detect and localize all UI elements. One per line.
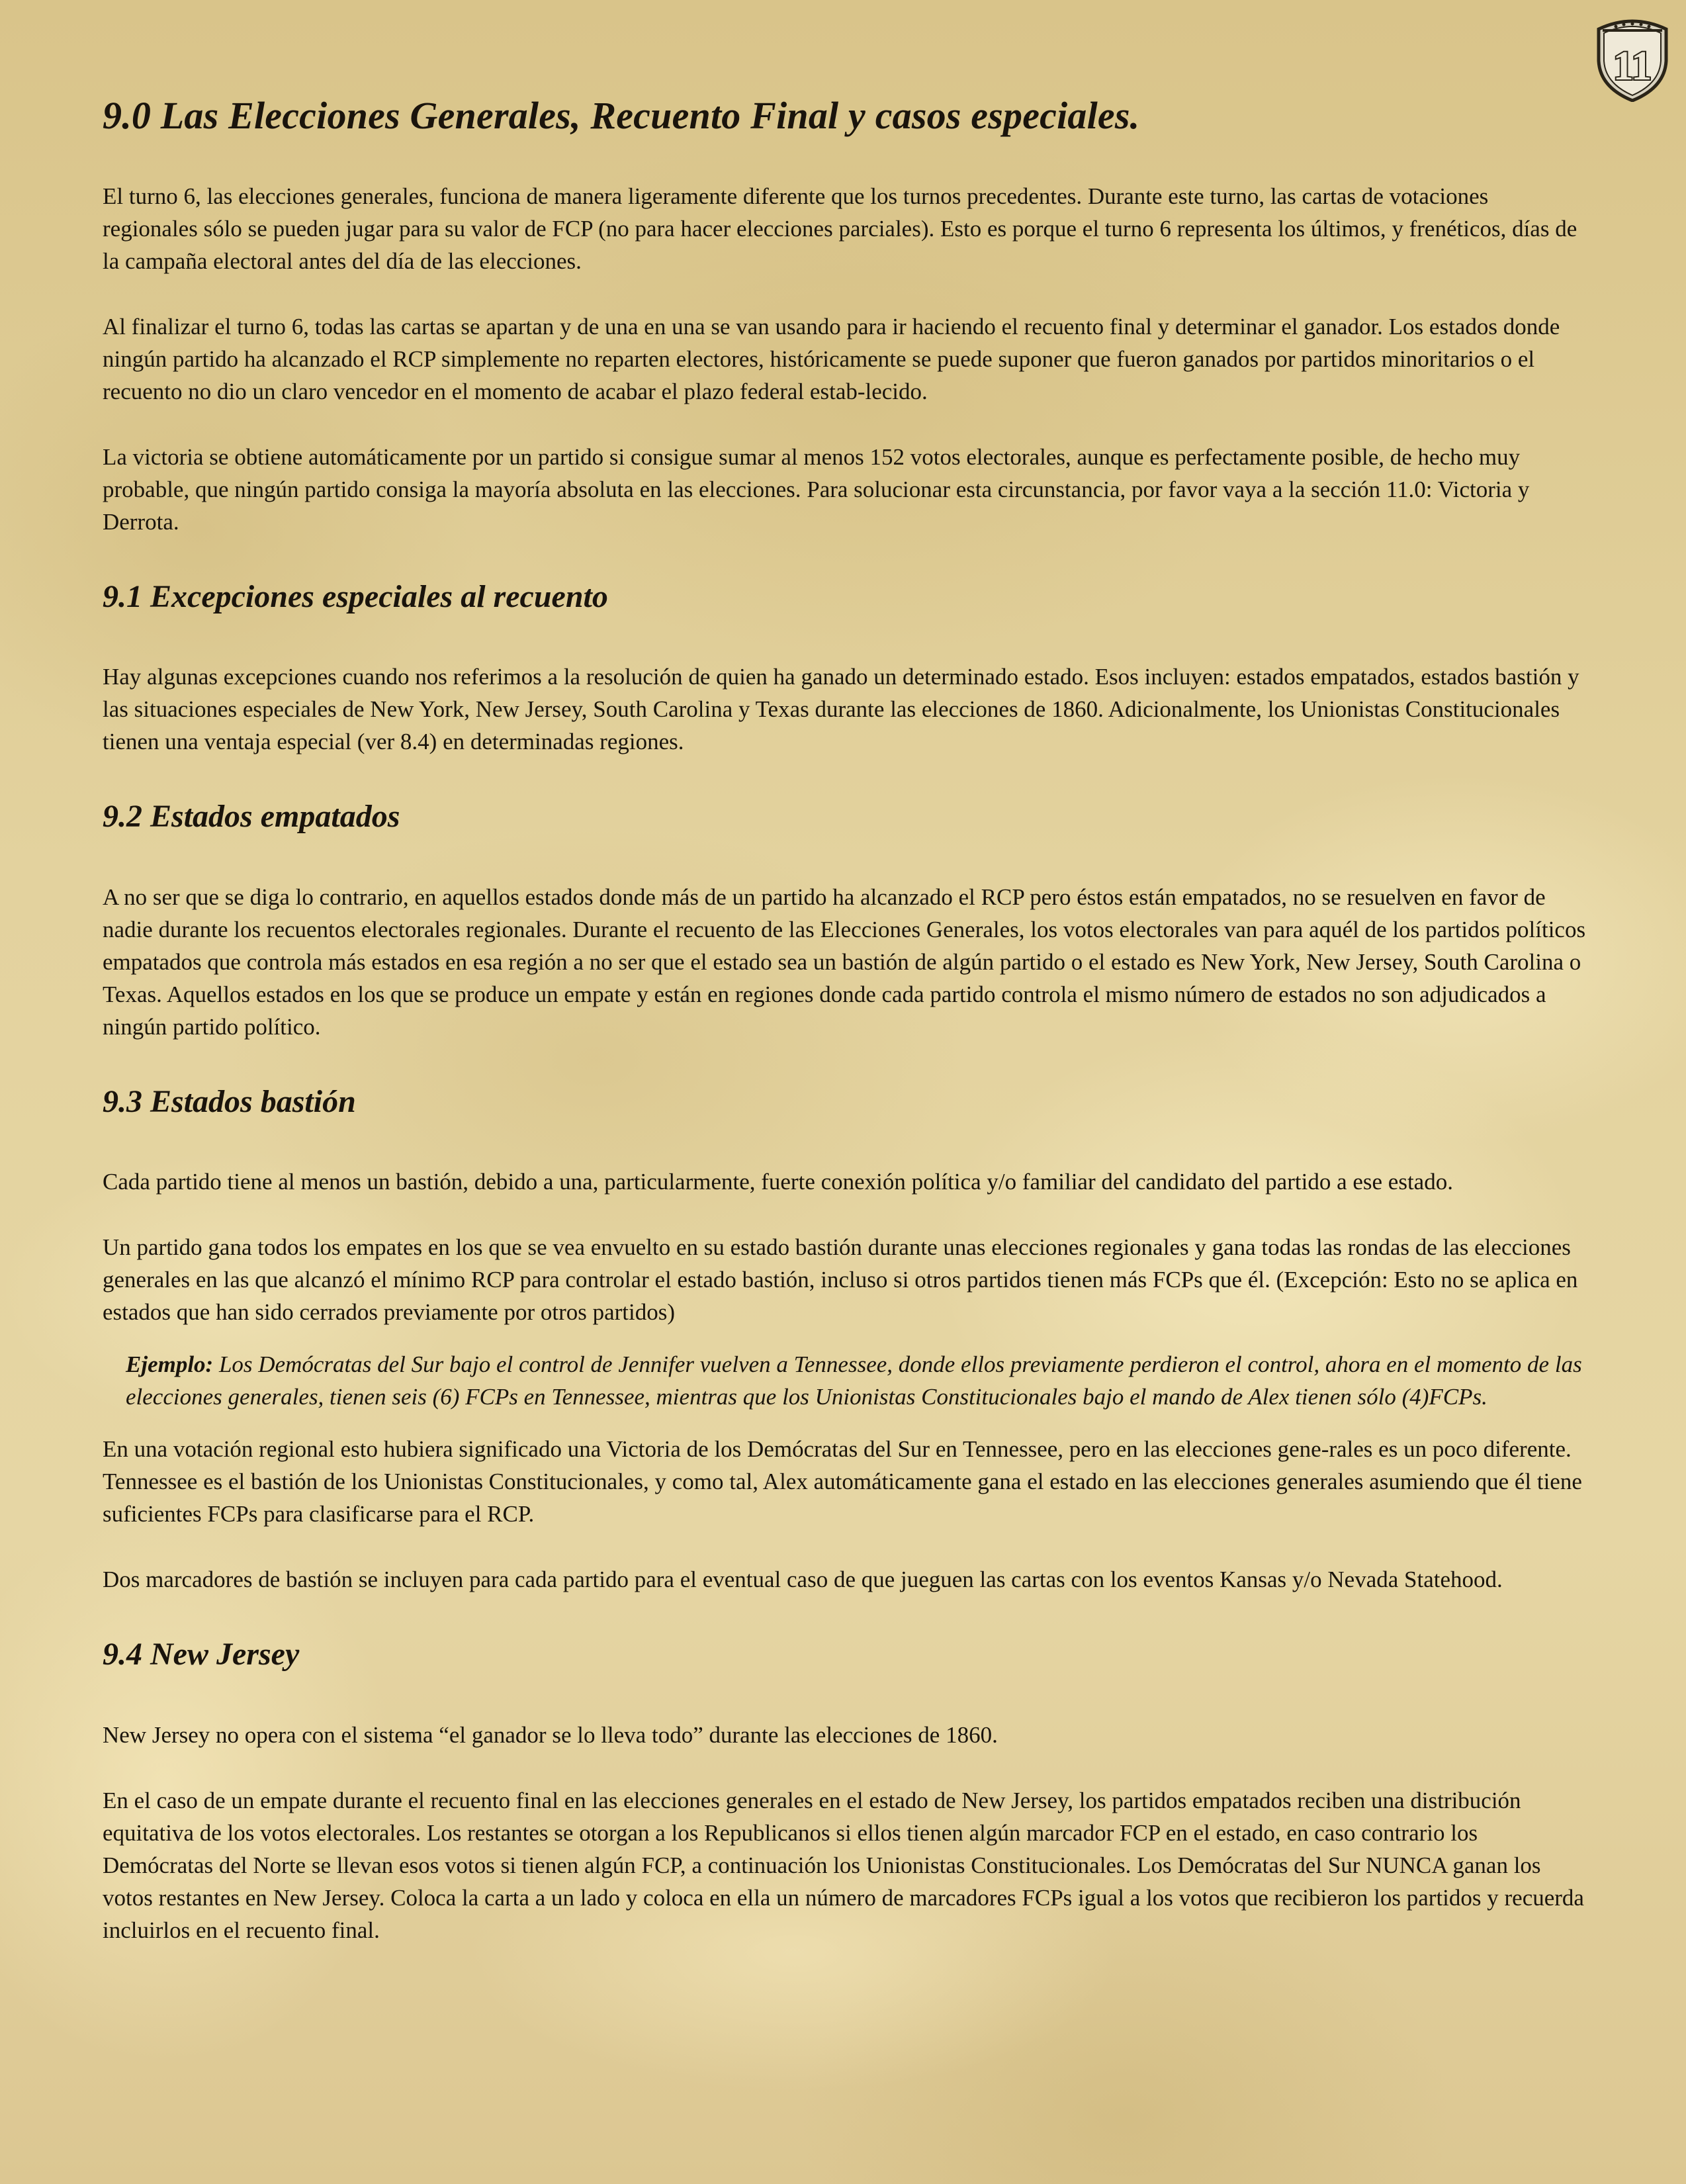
section-9-2-paragraph: A no ser que se diga lo contrario, en aquellos estados donde más de un partido ha alcanzado el RCP pero éstos están empatados, no se resuelven en favor de nadie durante los recuentos electorales regionales. Durante el recuento de las Elecciones Generales, los votos electorales van para aquél de los partidos políticos empatados que controla más estados en esa región a no ser que el estado sea un bastión de algún partido o el estado es New York, New Jersey, South Carolina o Texas. Aquellos estados en los que se produce un empate y están en regiones donde cada partido controla el mismo número de estados no son adjudicados a ningún partido político. — [103, 884, 1586, 1040]
section-9-1-heading: 9.1 Excepciones especiales al recuento — [103, 578, 608, 614]
section-9-3-paragraph-2: Un partido gana todos los empates en los que se vea envuelto en su estado bastión durante unas elecciones regionales y gana todas las rondas de las elecciones generales en las que alcanzó el mínimo RCP para controlar el estado bastión, incluso si otros partidos tienen más FCPs que él. (Excepción: Esto no se aplica en estados que han sido cerrados previamente por otros partidos) — [103, 1234, 1578, 1326]
intro-paragraph-3: La victoria se obtiene automáticamente por un partido si consigue sumar al menos 152 votos electorales, aunque es perfectamente posible, de hecho muy probable, que ningún partido consiga la mayoría absoluta en las elecciones. Para solucionar esta circunstancia, por favor vaya a la sección 11.0: Victoria y Derrota. — [103, 443, 1530, 535]
example-text: Los Demócratas del Sur bajo el control de Jennifer vuelven a Tennessee, donde ellos previamente perdieron el control, ahora en el momento de las elecciones generales, tienen seis (6) FCPs en Tennessee, mientras que los Unionistas Constitucionales bajo el mando de Alex tienen sólo (4)FCPs. — [126, 1351, 1582, 1410]
document-body — [103, 93, 1588, 1979]
page-number-shield-icon — [1593, 15, 1671, 102]
example-label: Ejemplo: — [126, 1351, 214, 1378]
section-9-4-heading: 9.4 New Jersey — [103, 1637, 300, 1672]
page-number: 11 — [1613, 44, 1652, 89]
section-9-3-paragraph-4: Dos marcadores de bastión se incluyen para cada partido para el eventual caso de que jueguen las cartas con los eventos Kansas y/o Nevada Statehood. — [103, 1567, 1503, 1593]
section-9-3-paragraph-1: Cada partido tiene al menos un bastión, debido a una, particularmente, fuerte conexión política y/o familiar del candidato del partido a ese estado. — [103, 1169, 1453, 1195]
section-9-4-paragraph-1: New Jersey no opera con el sistema “el ganador se lo lleva todo” durante las elecciones de 1860. — [103, 1721, 998, 1748]
page-title: 9.0 Las Elecciones Generales, Recuento Final y casos especiales. — [103, 94, 1140, 137]
section-9-2-heading: 9.2 Estados empatados — [103, 799, 400, 835]
intro-paragraph-2: Al finalizar el turno 6, todas las cartas se apartan y de una en una se van usando para ir haciendo el recuento final y determinar el ganador. Los estados donde ningún partido ha alcanzado el RCP simplemente no reparten electores, históricamente se puede suponer que fueron ganados por partidos minoritarios o el recuento no dio un claro vencedor en el momento de acabar el plazo federal estab-lecido. — [103, 313, 1560, 404]
section-9-1-paragraph: Hay algunas excepciones cuando nos referimos a la resolución de quien ha ganado un determinado estado. Esos incluyen: estados empatados, estados bastión y las situaciones especiales de New York, New Jersey, South Carolina y Texas durante las elecciones de 1860. Adicionalmente, los Unionistas Constitucionales tienen una ventaja especial (ver 8.4) en determinadas regiones. — [103, 664, 1579, 755]
example-block — [126, 1348, 1588, 1413]
intro-paragraph-1: El turno 6, las elecciones generales, funciona de manera ligeramente diferente que los turnos precedentes. Durante este turno, las cartas de votaciones regionales sólo se pueden jugar para su valor de FCP (no para hacer elecciones parciales). Esto es porque el turno 6 representa los últimos, y frenéticos, días de la campaña electoral antes del día de las elecciones. — [103, 183, 1577, 274]
section-9-3-paragraph-3: En una votación regional esto hubiera significado una Victoria de los Demócratas del Sur en Tennessee, pero en las elecciones gene-rales es un poco diferente. Tennessee es el bastión de los Unionistas Constitucionales, y como tal, Alex automáticamente gana el estado en las elecciones generales asumiendo que él tiene suficientes FCPs para clasificarse para el RCP. — [103, 1436, 1582, 1527]
section-9-4-paragraph-2: En el caso de un empate durante el recuento final en las elecciones generales en el estado de New Jersey, los partidos empatados reciben una distribución equitativa de los votos electorales. Los restantes se otorgan a los Republicanos si ellos tienen algún marcador FCP en el estado, en caso contrario los Demócratas del Norte se llevan esos votos si tienen algún FCP, a continuación los Unionistas Constitucionales. Los Demócratas del Sur NUNCA ganan los votos restantes en New Jersey. Coloca la carta a un lado y coloca en ella un número de marcadores FCPs igual a los votos que recibieron los partidos y recuerda incluirlos en el recuento final. — [103, 1787, 1584, 1943]
section-9-3-heading: 9.3 Estados bastión — [103, 1083, 356, 1119]
